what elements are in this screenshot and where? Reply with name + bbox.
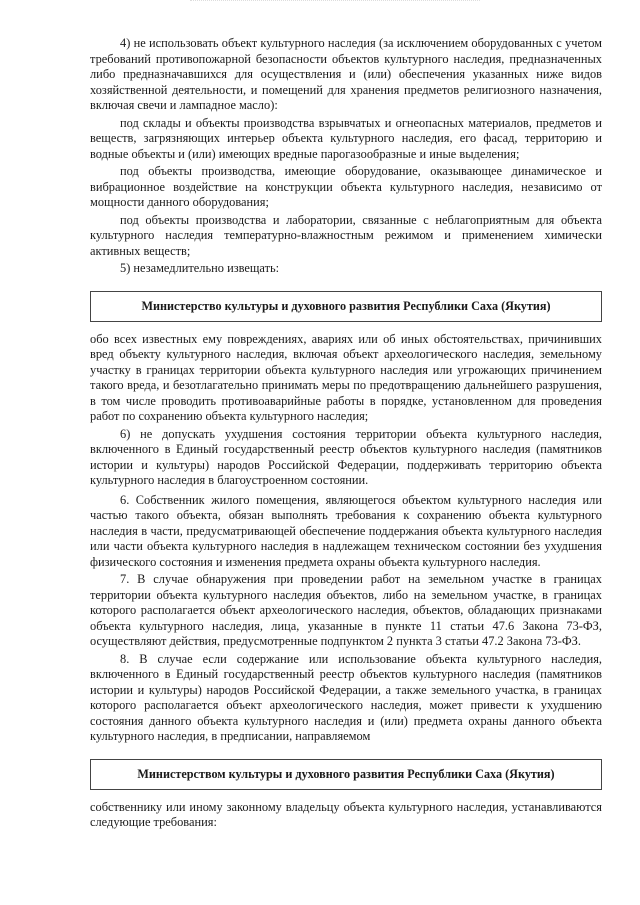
scan-header-mark <box>190 0 480 9</box>
point-6-paragraph: 6. Собственник жилого помещения, являющегося объектом культурного наследия или частью такого объекта, обязан выполнять требования к сохранению объекта культурного наследия в части, предусматривающей обеспечение поддержания объекта культурного наследия или части объекта культурного наследия в надлежащем техническом состоянии без ухудшения физического состояния и изменения предмета охраны объекта культурного наследия. <box>90 492 602 569</box>
ministry-box: Министерство культуры и духовного развития Республики Саха (Якутия) <box>90 291 602 322</box>
laboratories-paragraph: под объекты производства и лаборатории, связанные с неблагоприятным для объекта культурного наследия температурно-влажностным режимом и применением химически активных веществ; <box>90 212 602 258</box>
point-7-paragraph: 7. В случае обнаружения при проведении работ на земельном участке в границах территории объекта культурного наследия объектов, либо на земельном участке, в границах которого располагается объект археологического наследия, объектов, обладающих признаками объекта культурного наследия, лица, указанные в пункте 11 статьи 47.6 Закона 73-ФЗ, осуществляют действия, предусмотренные подпунктом 2 пункта 3 статьи 47.2 Закона 73-ФЗ. <box>90 572 602 648</box>
item-6-paragraph: 6) не допускать ухудшения состояния территории объекта культурного наследия, включенного в Единый государственный реестр объектов культурного наследия (памятников истории и культуры) народов Российской Федерации, поддерживать территорию объекта культурного наследия в благоустроенном состоянии. <box>90 426 602 487</box>
ministry-instrumental-box: Министерством культуры и духовного развития Республики Саха (Якутия) <box>90 759 602 790</box>
document-page <box>90 36 602 831</box>
warehouses-paragraph: под склады и объекты производства взрывчатых и огнеопасных материалов, предметов и веществ, загрязняющих интерьер объекта культурного наследия, его фасад, территорию и водные объекты и (или) имеющих вредные парогазообразные и иные выделения; <box>90 115 602 161</box>
vibration-paragraph: под объекты производства, имеющие оборудование, оказывающее динамическое и вибрационное воздействие на конструкции объекта культурного наследия, независимо от мощности данного оборудования; <box>90 164 602 209</box>
owner-requirements-paragraph: собственнику или иному законному владельцу объекта культурного наследия, устанавливаются следующие требования: <box>90 799 602 829</box>
notification-paragraph: обо всех известных ему повреждениях, авариях или об иных обстоятельствах, причинивших вред объекту культурного наследия, включая объект археологического наследия, земельному участку в границах территории объекта культурного наследия или угрожающих причинением такого вреда, и безотлагательно принимать меры по предотвращению дальнейшего разрушения, в том числе проводить противоаварийные работы в порядке, установленном для проведения работ по сохранению объекта культурного наследия; <box>90 331 602 423</box>
item-4-paragraph: 4) не использовать объект культурного наследия (за исключением оборудованных с учетом требований противопожарной безопасности объектов культурного наследия, предназначенных либо предназначавшихся для осуществления и (или) обеспечения указанных ниже видов хозяйственной деятельности, и помещений для хранения предметов религиозного назначения, включая свечи и лампадное масло): <box>90 36 602 112</box>
point-8-paragraph: 8. В случае если содержание или использование объекта культурного наследия, включенного в Единый государственный реестр объектов культурного наследия (памятников истории и культуры) народов Российской Федерации, а также земельного участка, в границах которого располагается объект археологического наследия, может привести к ухудшению состояния данного объекта культурного наследия и (или) предмета охраны данного объекта культурного наследия, в предписании, направляемом <box>90 651 602 743</box>
item-5-paragraph: 5) незамедлительно извещать: <box>120 261 280 275</box>
